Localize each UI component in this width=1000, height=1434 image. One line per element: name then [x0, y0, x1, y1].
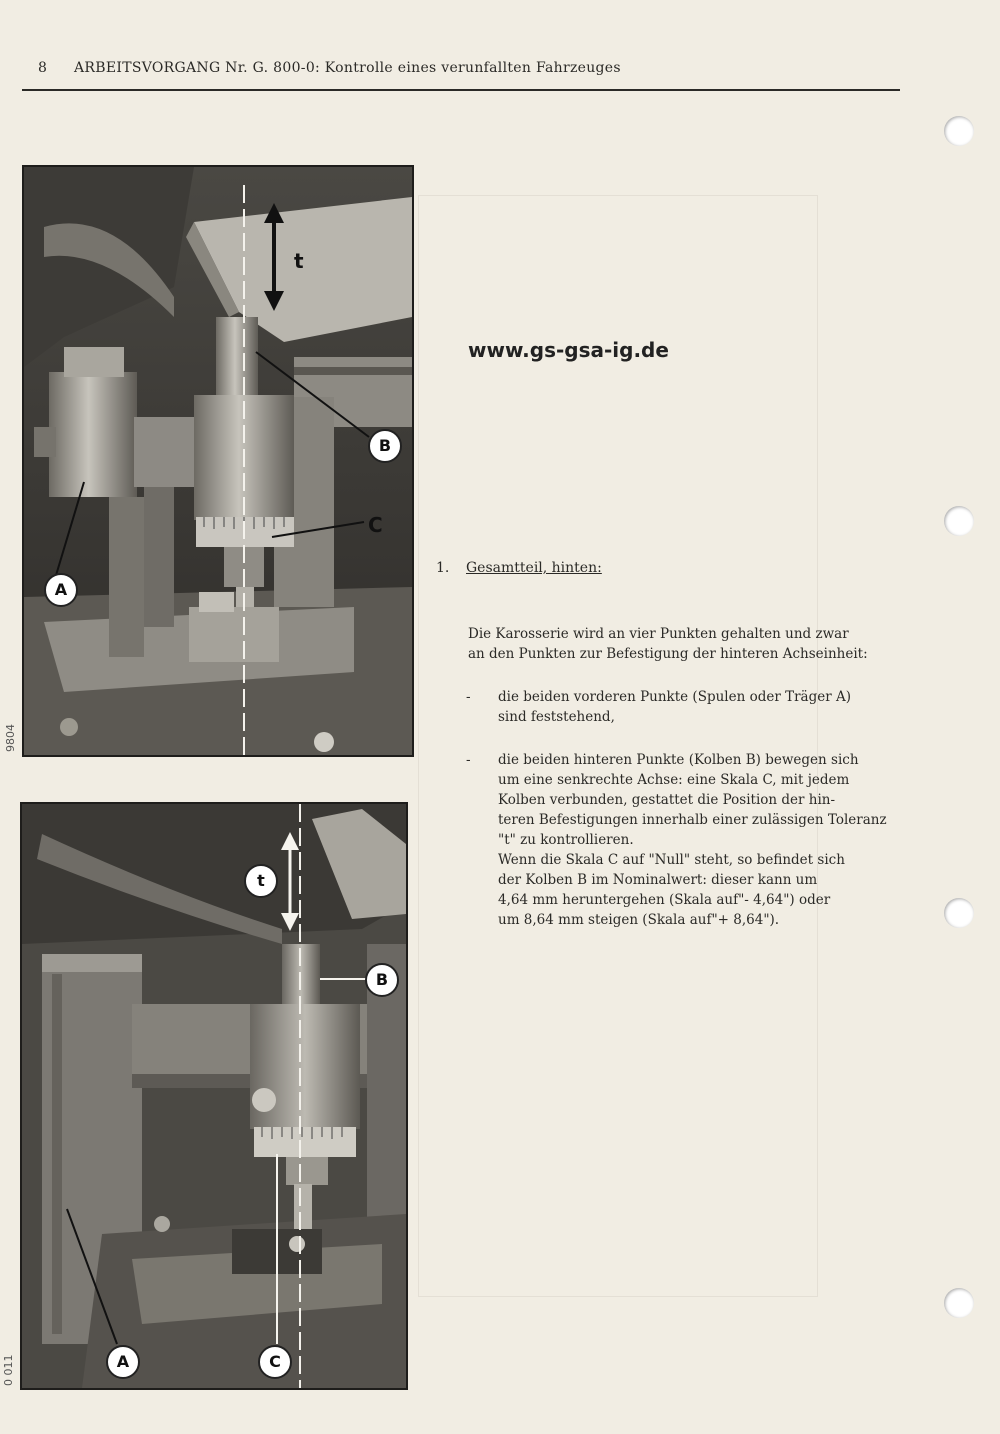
intro-line: an den Punkten zur Befestigung der hinteren Achseinheit:: [468, 646, 868, 662]
bullet-item: [466, 750, 916, 930]
bullet-line: "t" zu kontrollieren.: [498, 832, 634, 848]
label-b: B: [368, 429, 402, 463]
binder-hole: [944, 116, 974, 146]
watermark-url: www.gs-gsa-ig.de: [468, 338, 669, 362]
label-t: t: [244, 864, 278, 898]
page-header: [38, 60, 898, 76]
bullet-line: die beiden vorderen Punkte (Spulen oder Träger A): [498, 689, 851, 705]
bullet-line: 4,64 mm heruntergehen (Skala auf"- 4,64") oder: [498, 892, 831, 908]
binder-hole: [944, 506, 974, 536]
photo-bottom-illustration: [22, 804, 406, 1388]
label-a: A: [106, 1345, 140, 1379]
label-a: A: [44, 573, 78, 607]
intro-line: Die Karosserie wird an vier Punkten gehalten und zwar: [468, 626, 849, 642]
section-number: 1.: [436, 560, 450, 576]
page-title: ARBEITSVORGANG Nr. G. 800-0: Kontrolle eines verunfallten Fahrzeuges: [74, 60, 621, 76]
label-c: C: [368, 513, 383, 537]
intro-paragraph: [468, 624, 908, 664]
label-b: B: [365, 963, 399, 997]
binder-hole: [944, 898, 974, 928]
bullet-line: um eine senkrechte Achse: eine Skala C, mit jedem: [498, 772, 850, 788]
bullet-dash: -: [466, 689, 471, 705]
binder-hole: [944, 1288, 974, 1318]
photo-bottom-number: 0 011: [2, 1354, 15, 1386]
page-number: 8: [38, 60, 48, 76]
photo-bottom: [20, 802, 408, 1390]
header-rule: [22, 89, 900, 91]
photo-top-illustration: [24, 167, 412, 755]
bullet-line: um 8,64 mm steigen (Skala auf"+ 8,64").: [498, 912, 780, 928]
section-title: Gesamtteil, hinten:: [466, 560, 602, 576]
bullet-dash: -: [466, 752, 471, 768]
bullet-line: teren Befestigungen innerhalb einer zulässigen Toleranz: [498, 812, 887, 828]
photo-top-number: 9804: [4, 724, 17, 752]
bullet-line: die beiden hinteren Punkte (Kolben B) bewegen sich: [498, 752, 859, 768]
label-t: t: [294, 249, 304, 273]
bullet-item: [466, 687, 916, 727]
label-c: C: [258, 1345, 292, 1379]
bullet-line: Kolben verbunden, gestattet die Position der hin-: [498, 792, 836, 808]
bullet-line: sind feststehend,: [498, 709, 615, 725]
bullet-line: Wenn die Skala C auf "Null" steht, so befindet sich: [498, 852, 845, 868]
photo-top: [22, 165, 414, 757]
bullet-line: der Kolben B im Nominalwert: dieser kann um: [498, 872, 818, 888]
section-heading: [436, 560, 602, 576]
